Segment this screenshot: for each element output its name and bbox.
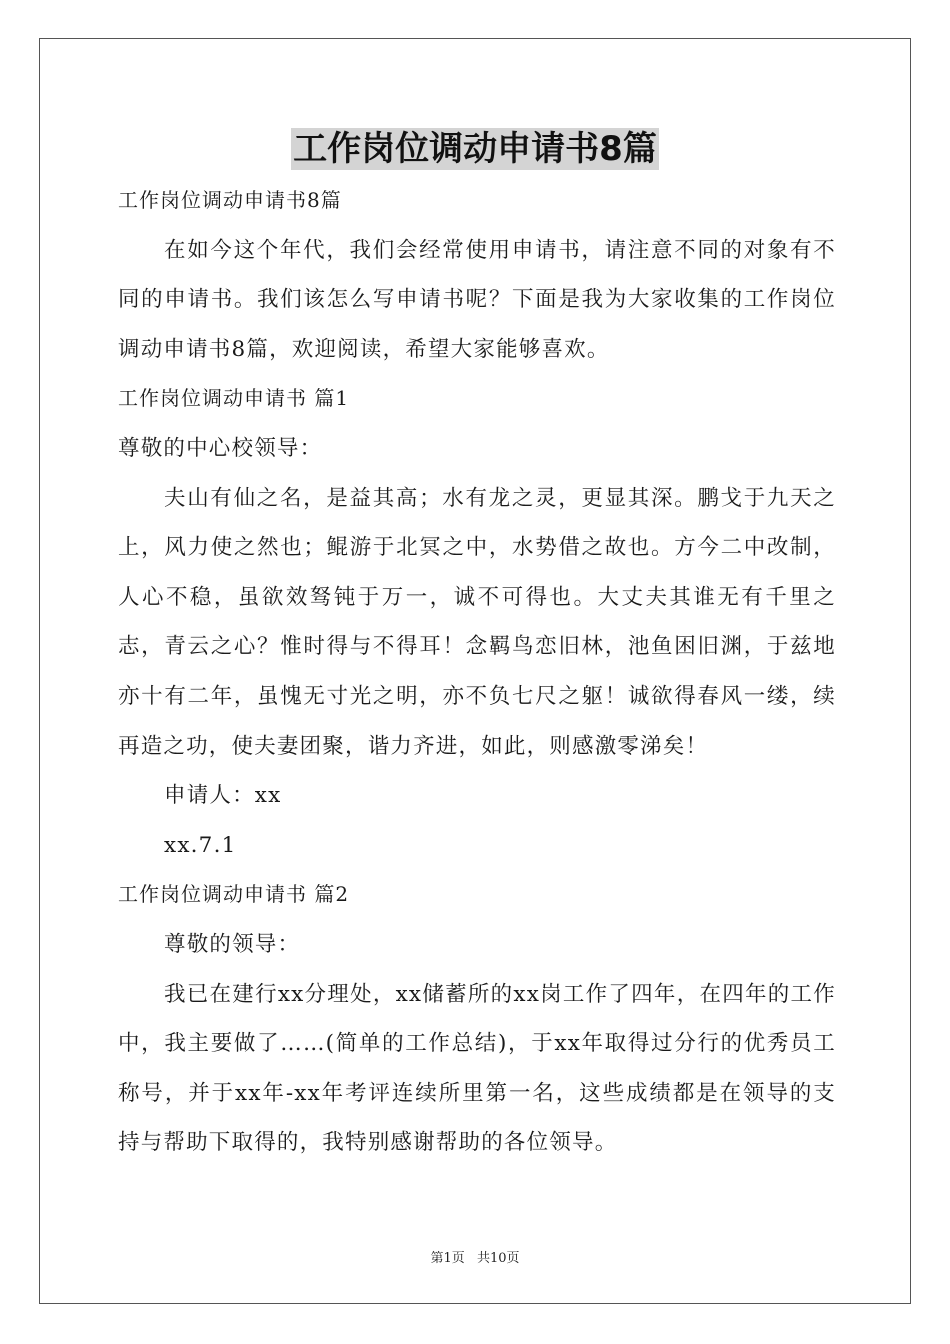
- page-number: 第1页: [430, 1251, 465, 1266]
- title-container: [0, 128, 950, 170]
- document-body: [118, 176, 836, 1168]
- document-subtitle: 工作岗位调动申请书8篇: [118, 188, 342, 212]
- section-heading-1: 工作岗位调动申请书 篇1: [118, 386, 350, 411]
- intro-paragraph: 在如今这个年代，我们会经常使用申请书，请注意不同的对象有不同的申请书。我们该怎么写申请书呢？下面是我为大家收集的工作岗位调动申请书8篇，欢迎阅读，希望大家能够喜欢。: [118, 237, 836, 362]
- date-line: xx.7.1: [164, 832, 237, 858]
- document-title: 工作岗位调动申请书8篇: [293, 129, 657, 169]
- salutation-2: 尊敬的领导：: [164, 931, 301, 957]
- letter-body-1: 夫山有仙之名，是益其高；水有龙之灵，更显其深。鹏戈于九天之上，风力使之然也；鲲游于北冥之中，水势借之故也。方今二中改制，人心不稳，虽欲效驽钝于万一，诚不可得也。大丈夫其谁无有千里之志，青云之心？惟时得与不得耳！念羁鸟恋旧林，池鱼困旧渊，于兹地亦十有二年，虽愧无寸光之明，亦不负七尺之躯！诚欲得春风一缕，续再造之功，使夫妻团聚，谐力齐进，如此，则感激零涕矣！: [118, 485, 836, 759]
- page-total: 共10页: [476, 1251, 520, 1266]
- letter-body-2: 我已在建行xx分理处，xx储蓄所的xx岗工作了四年，在四年的工作中，我主要做了……(简单的工作总结)，于xx年取得过分行的优秀员工称号，并于xx年-xx年考评连续所里第一名，这些成绩都是在领导的支持与帮助下取得的，我特别感谢帮助的各位领导。: [118, 981, 836, 1156]
- page-footer: [0, 1247, 950, 1266]
- section-heading-2: 工作岗位调动申请书 篇2: [118, 882, 350, 907]
- applicant-line: 申请人：xx: [164, 783, 282, 809]
- salutation-1: 尊敬的中心校领导：: [118, 435, 323, 461]
